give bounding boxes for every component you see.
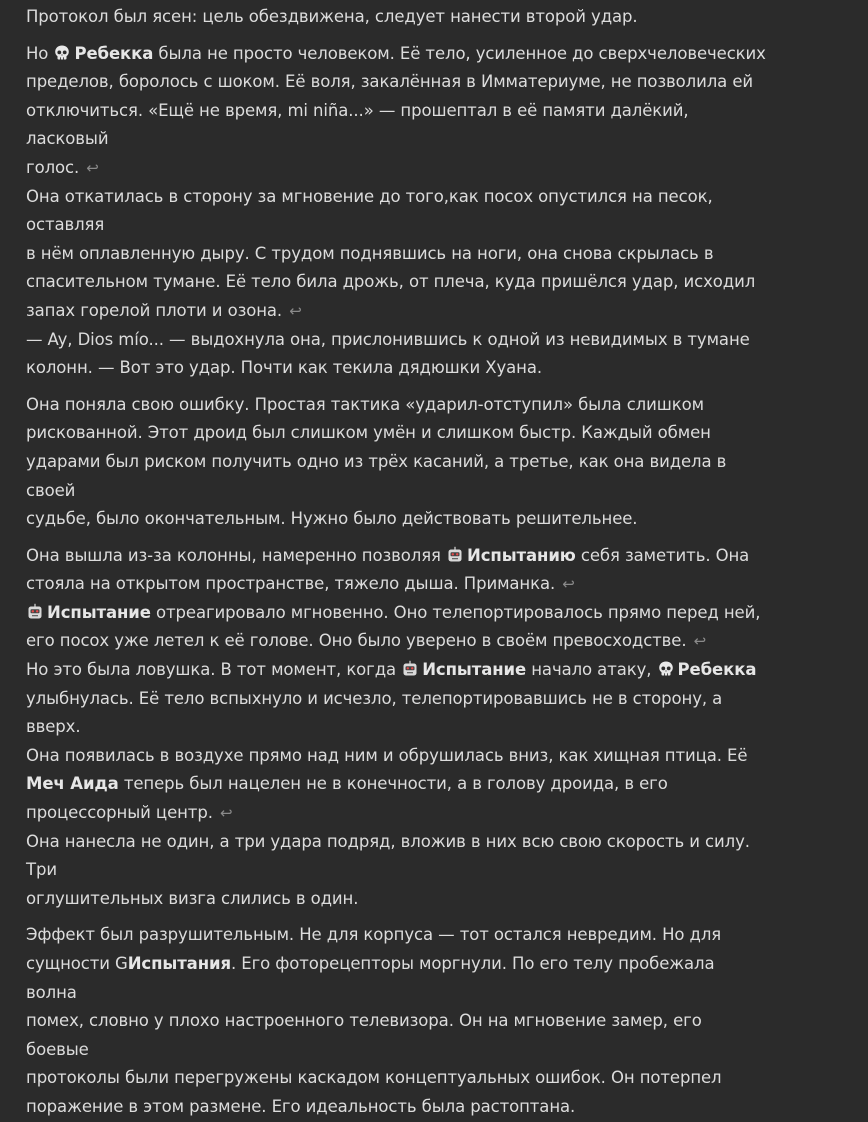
paragraph-3: Она откатилась в сторону за мгновение до того,как посох опустился на песок, оставляя в нём оплавленную дыру. С трудом поднявшись на ноги, она снова скрылась в спасительном тумане. Её тело била дрожь, от плеча, куда пришёлся удар, исходил запах горелой плоти и озона. ↩ bbox=[26, 186, 756, 320]
name-sword: Меч Аида bbox=[26, 774, 119, 794]
paragraph-10: Эффект был разрушительным. Не для корпуса — тот остался невредим. Но для сущности GИспытания. Его фоторецепторы моргнули. По его телу пробежала волна помех, словно у плохо настроенного телевизора. Он на мгновение замер, его боевые протоколы были перегружены каскадом концептуальных ошибок. Он потерпел поражение в этом размене. Его идеальность была растоптана. bbox=[26, 925, 722, 1116]
return-mark: ↩ bbox=[289, 301, 302, 320]
return-mark: ↩ bbox=[693, 632, 707, 651]
name-rebecca: Ребекка bbox=[74, 43, 154, 63]
paragraph-text: Протокол был ясен: цель обездвижена, следует нанести второй удар. bbox=[26, 7, 638, 26]
name-trial: Испытание bbox=[422, 660, 527, 680]
return-mark: ↩ bbox=[86, 158, 99, 177]
name-trial: Испытание bbox=[47, 602, 151, 622]
return-mark: ↩ bbox=[219, 804, 233, 823]
return-mark: ↩ bbox=[562, 575, 575, 594]
name-trial-genitive: Испытания bbox=[127, 954, 231, 973]
paragraph-6: Она вышла из-за колонны, намеренно позволяя Испытанию себя заметить. Она стояла на открытом пространстве, тяжело дыша. Приманка. ↩ bbox=[26, 545, 750, 594]
paragraph-8: Но это была ловушка. В тот момент, когда Испытание начало атаку, Ребекка улыбнулась. Её тело вспыхнуло и исчезло, телепортировавшись не в сторону, а вверх. Она появилась в воздухе прямо над ним и обрушилась вниз, как хищная птица. Её Меч Аида теперь был нацелен не в конечности, а в голову дроида, в его процессорный центр. ↩ bbox=[26, 660, 757, 823]
skull-icon bbox=[657, 660, 675, 678]
document-body bbox=[26, 3, 766, 1122]
robot-icon bbox=[26, 603, 44, 621]
paragraph-9: Она нанесла не один, а три удара подряд, вложив в них всю свою скорость и силу. Три оглушительных визга слились в один. bbox=[26, 831, 750, 908]
glitch-prefix: G bbox=[115, 954, 128, 973]
paragraph-2: Но Ребекка была не просто человеком. Её тело, усиленное до сверхчеловеческих пределов, боролось с шоком. Её воля, закалённая в Имматериуме, не позволила ей отключиться. «Ещё не время, mi niña...» — прошептал в её памяти далёкий, ласковый голос. ↩ bbox=[26, 43, 766, 177]
robot-icon bbox=[446, 546, 464, 564]
paragraph-7: Испытание отреагировало мгновенно. Оно телепортировалось прямо перед ней, его посох уже летел к её голове. Оно было уверено в своём превосходстве. ↩ bbox=[26, 602, 761, 651]
robot-icon bbox=[401, 660, 419, 678]
paragraph-4: — Ay, Dios mío... — выдохнула она, прислонившись к одной из невидимых в тумане колонн. — Вот это удар. Почти как текила дядюшки Хуана. bbox=[26, 329, 750, 378]
paragraph-1 bbox=[26, 3, 766, 32]
name-rebecca: Ребекка bbox=[677, 660, 757, 680]
name-trial: Испытанию bbox=[467, 545, 576, 565]
paragraph-5: Она поняла свою ошибку. Простая тактика «ударил-отступил» была слишком рискованной. Этот дроид был слишком умён и слишком быстр. Каждый обмен ударами был риском получить одно из трёх касаний, а третье, как она видела в своей судьбе, было окончательным. Нужно было действовать решительнее. bbox=[26, 394, 727, 529]
skull-icon bbox=[53, 44, 71, 62]
